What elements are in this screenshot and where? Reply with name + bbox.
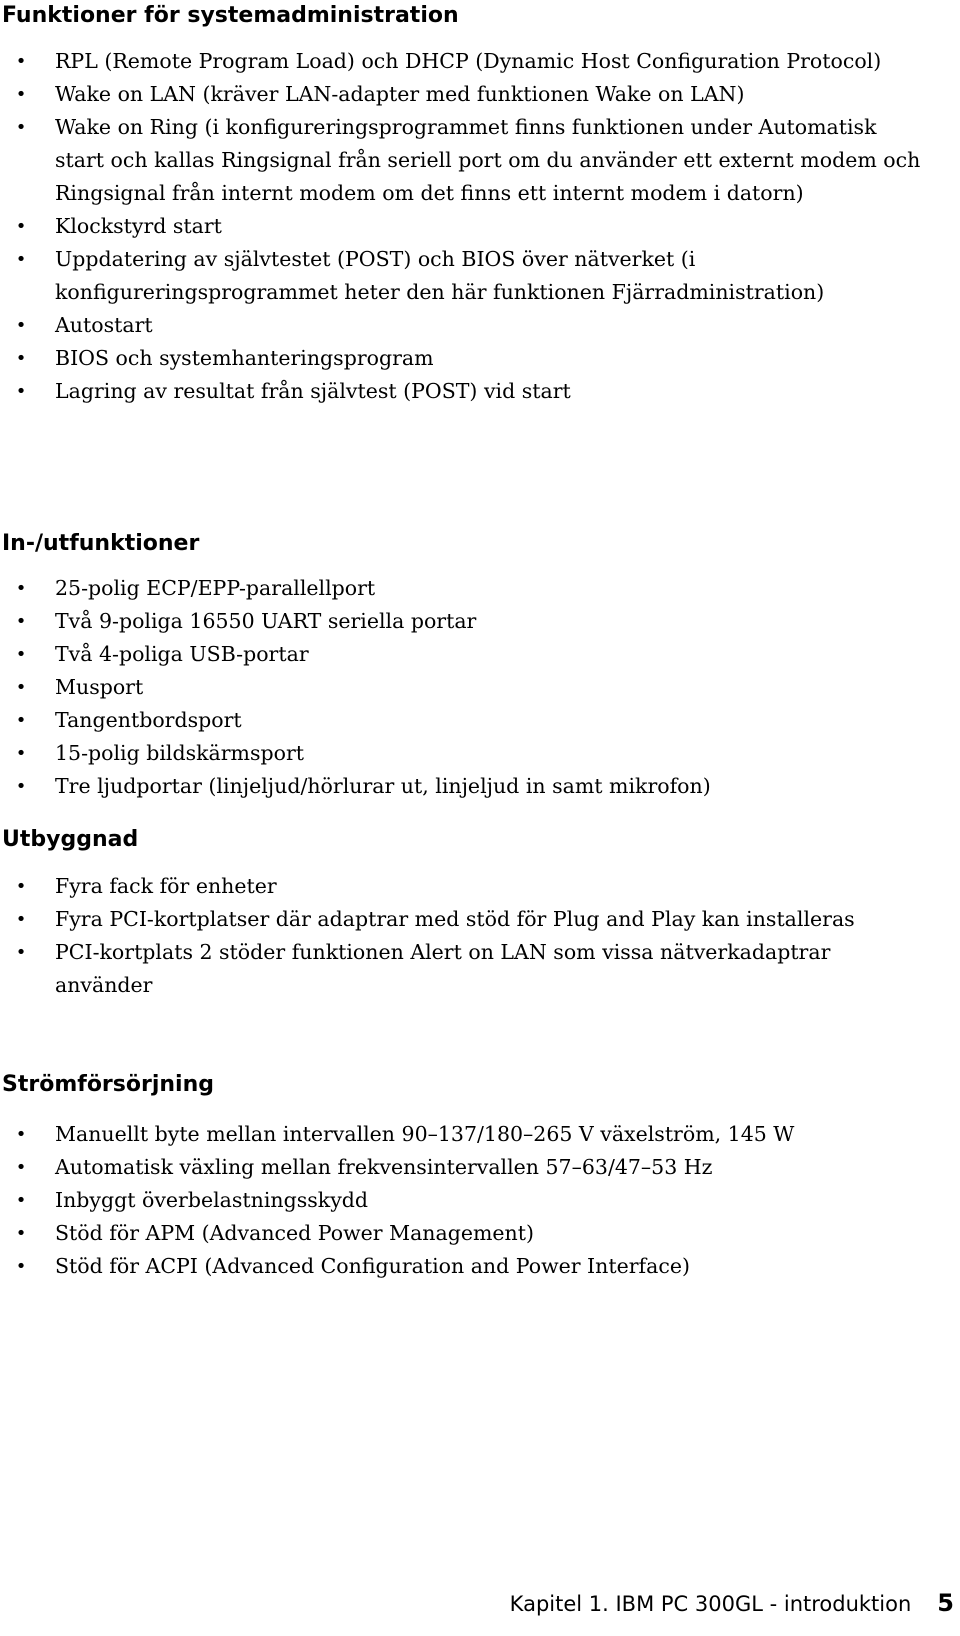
- page-footer: [510, 1588, 954, 1619]
- section-io-functions: [0, 528, 960, 803]
- bullet-icon: •: [15, 1256, 27, 1277]
- list-item-text: Autostart: [55, 313, 153, 337]
- footer-chapter-title: Kapitel 1. IBM PC 300GL - introduktion: [509, 1592, 912, 1616]
- list-item-text: PCI-kortplats 2 stöder funktionen Alert on LAN som vissa nätverkadaptrar använder: [55, 940, 831, 997]
- list-item: [0, 111, 960, 210]
- list-item: [0, 1151, 960, 1184]
- list-item-text: Uppdatering av självtestet (POST) och BIOS över nätverket (i konfigureringsprogrammet heter den här funktionen Fjärradministration): [55, 247, 825, 304]
- list-item: [0, 737, 960, 770]
- section-heading: Utbyggnad: [2, 827, 139, 852]
- list-item: [0, 210, 960, 243]
- page-number: 5: [937, 1589, 954, 1617]
- bullet-list: [0, 1118, 960, 1283]
- list-item-text: Fyra PCI-kortplatser där adaptrar med stöd för Plug and Play kan installeras: [55, 907, 855, 931]
- list-item-text: Klockstyrd start: [55, 214, 222, 238]
- list-item: [0, 704, 960, 737]
- bullet-icon: •: [15, 1157, 27, 1178]
- section-heading: Strömförsörjning: [2, 1072, 214, 1097]
- bullet-list: [0, 45, 960, 408]
- bullet-icon: •: [15, 348, 27, 369]
- bullet-icon: •: [15, 876, 27, 897]
- list-item-text: RPL (Remote Program Load) och DHCP (Dynamic Host Configuration Protocol): [55, 49, 882, 73]
- list-item-text: Tre ljudportar (linjeljud/hörlurar ut, linjeljud in samt mikrofon): [55, 774, 711, 798]
- list-item: [0, 572, 960, 605]
- list-item: [0, 671, 960, 704]
- list-item-text: 15-polig bildskärmsport: [55, 741, 305, 765]
- list-item-text: Fyra fack för enheter: [55, 874, 277, 898]
- bullet-icon: •: [15, 578, 27, 599]
- list-item: [0, 1184, 960, 1217]
- list-item-text: Två 4-poliga USB-portar: [55, 642, 309, 666]
- list-item-text: Wake on Ring (i konfigureringsprogrammet finns funktionen under Automatisk start och kallas Ringsignal från seriell port om du använder ett externt modem och Ringsignal från internt modem om det finns ett internt modem i datorn): [55, 115, 921, 205]
- list-item: [0, 1250, 960, 1283]
- list-item: [0, 1217, 960, 1250]
- bullet-icon: •: [15, 216, 27, 237]
- list-item-text: Stöd för ACPI (Advanced Configuration and Power Interface): [55, 1254, 690, 1278]
- section-heading: Funktioner för systemadministration: [2, 3, 459, 28]
- bullet-icon: •: [15, 51, 27, 72]
- bullet-icon: •: [15, 84, 27, 105]
- list-item-text: Automatisk växling mellan frekvensintervallen 57–63/47–53 Hz: [55, 1155, 713, 1179]
- list-item: [0, 309, 960, 342]
- list-item: [0, 638, 960, 671]
- list-item-text: Två 9-poliga 16550 UART seriella portar: [55, 609, 477, 633]
- list-item: [0, 342, 960, 375]
- bullet-icon: •: [15, 1223, 27, 1244]
- bullet-icon: •: [15, 743, 27, 764]
- list-item: [0, 375, 960, 408]
- bullet-icon: •: [15, 381, 27, 402]
- bullet-icon: •: [15, 611, 27, 632]
- list-item: [0, 936, 960, 1002]
- section-power-supply: [0, 1069, 960, 1283]
- list-item-text: Tangentbordsport: [55, 708, 242, 732]
- bullet-icon: •: [15, 249, 27, 270]
- list-item-text: Wake on LAN (kräver LAN-adapter med funktionen Wake on LAN): [55, 82, 745, 106]
- list-item-text: Lagring av resultat från självtest (POST) vid start: [55, 379, 571, 403]
- list-item: [0, 605, 960, 638]
- list-item: [0, 1118, 960, 1151]
- bullet-icon: •: [15, 677, 27, 698]
- bullet-icon: •: [15, 710, 27, 731]
- list-item-text: Stöd för APM (Advanced Power Management): [55, 1221, 534, 1245]
- list-item-text: 25-polig ECP/EPP-parallellport: [55, 576, 376, 600]
- list-item-text: Manuellt byte mellan intervallen 90–137/180–265 V växelström, 145 W: [55, 1122, 795, 1146]
- section-expansion: [0, 824, 960, 1002]
- list-item: [0, 45, 960, 78]
- list-item-text: BIOS och systemhanteringsprogram: [55, 346, 434, 370]
- bullet-icon: •: [15, 644, 27, 665]
- section-system-administration: [0, 0, 960, 408]
- bullet-icon: •: [15, 315, 27, 336]
- list-item-text: Inbyggt överbelastningsskydd: [55, 1188, 369, 1212]
- list-item: [0, 78, 960, 111]
- list-item: [0, 243, 960, 309]
- section-heading: In-/utfunktioner: [2, 531, 200, 556]
- bullet-list: [0, 870, 960, 1002]
- bullet-icon: •: [15, 1190, 27, 1211]
- list-item: [0, 903, 960, 936]
- bullet-icon: •: [15, 1124, 27, 1145]
- list-item: [0, 870, 960, 903]
- bullet-list: [0, 572, 960, 803]
- bullet-icon: •: [15, 117, 27, 138]
- list-item-text: Musport: [55, 675, 144, 699]
- bullet-icon: •: [15, 909, 27, 930]
- list-item: [0, 770, 960, 803]
- bullet-icon: •: [15, 776, 27, 797]
- bullet-icon: •: [15, 942, 27, 963]
